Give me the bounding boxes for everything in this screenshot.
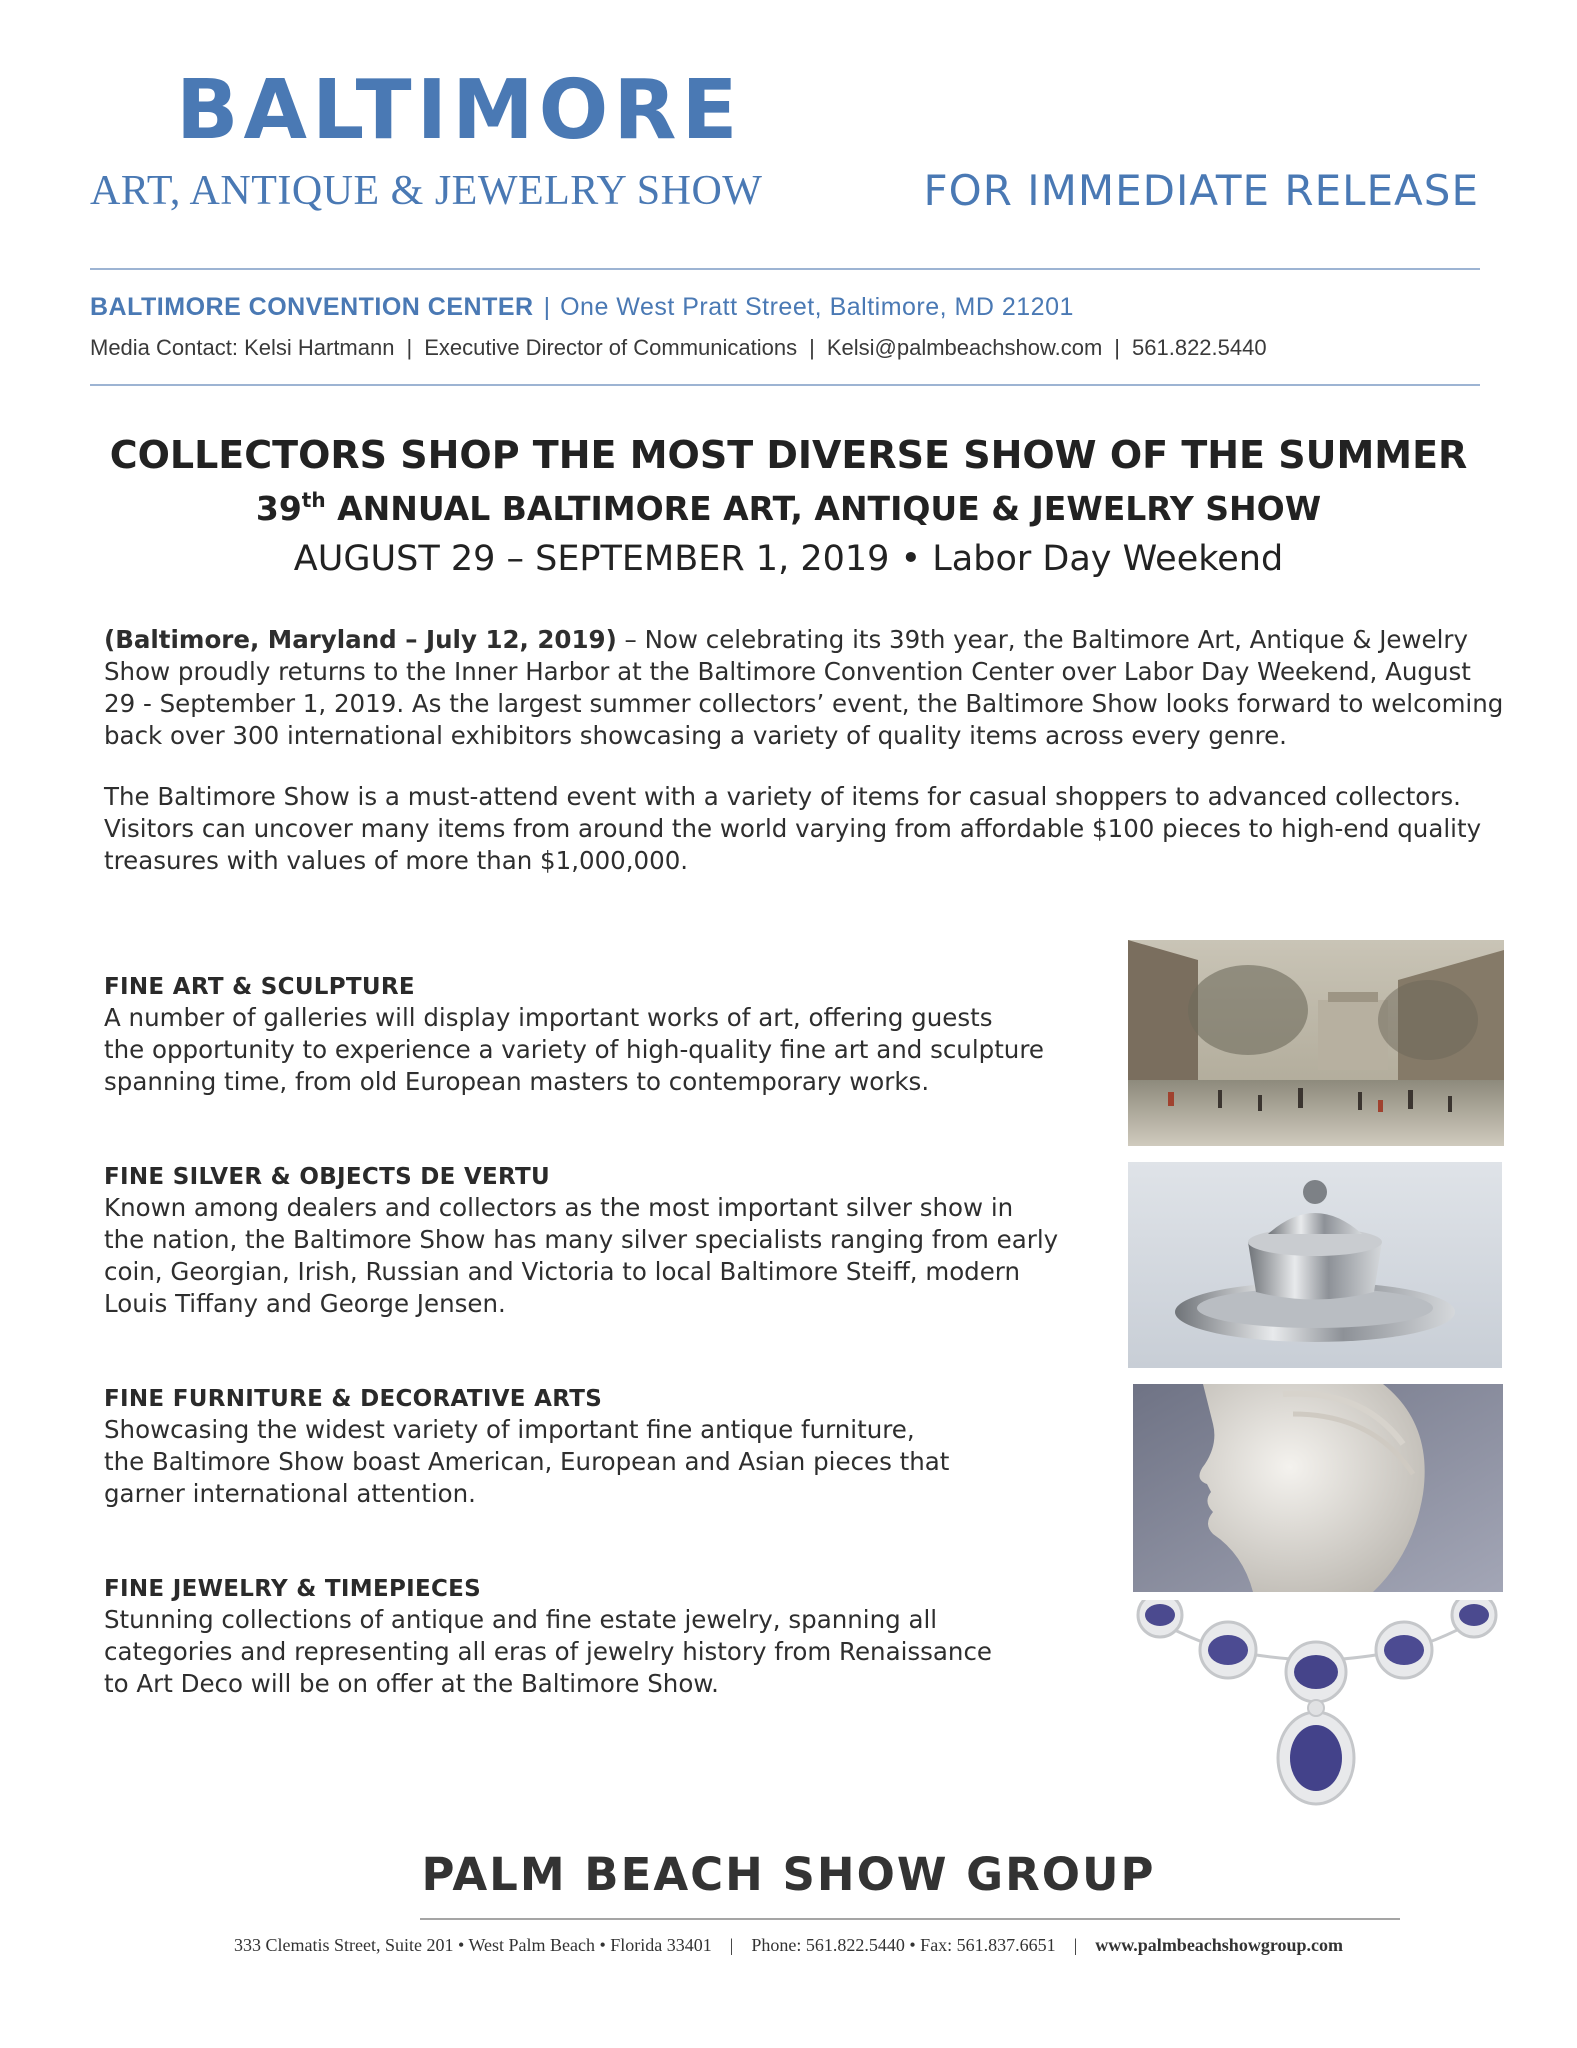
section-title: FINE SILVER & OBJECTS DE VERTU bbox=[104, 1164, 550, 1190]
section-fine-jewelry bbox=[104, 1574, 1084, 1700]
section-line: the nation, the Baltimore Show has many silver specialists ranging from early bbox=[104, 1225, 1059, 1254]
main-headline: COLLECTORS SHOP THE MOST DIVERSE SHOW OF THE SUMMER bbox=[109, 433, 1468, 477]
header-divider-bottom bbox=[90, 384, 1480, 386]
footer-address: 333 Clematis Street, Suite 201 • West Palm Beach • Florida 33401 bbox=[233, 1935, 712, 1955]
venue-line bbox=[90, 295, 1074, 320]
contact-line bbox=[90, 337, 1267, 359]
media-contact: Media Contact: Kelsi Hartmann bbox=[90, 335, 395, 360]
section-line: Louis Tiffany and George Jensen. bbox=[104, 1289, 506, 1318]
brand-title: BALTIMORE bbox=[176, 63, 743, 158]
contact-separator: | bbox=[1114, 335, 1121, 360]
section-line: Known among dealers and collectors as the most important silver show in bbox=[104, 1193, 1014, 1222]
footer-phone-fax: Phone: 561.822.5440 • Fax: 561.837.6651 bbox=[751, 1935, 1056, 1955]
contact-phone: 561.822.5440 bbox=[1132, 335, 1267, 360]
brand-subtitle: ART, ANTIQUE & JEWELRY SHOW bbox=[90, 168, 763, 214]
contact-separator: | bbox=[406, 335, 413, 360]
footer-company: PALM BEACH SHOW GROUP bbox=[421, 1848, 1156, 1901]
section-line: the Baltimore Show boast American, European and Asian pieces that bbox=[104, 1447, 950, 1476]
contact-email[interactable]: Kelsi@palmbeachshow.com bbox=[826, 335, 1103, 360]
second-paragraph: The Baltimore Show is a must-attend event with a variety of items for casual shoppers to advanced collectors. Visitors can uncover many items from around the world varying from affordable $100 pieces to high-end quality treasures with values of more than $1,000,000. bbox=[104, 782, 1482, 875]
section-line: to Art Deco will be on offer at the Baltimore Show. bbox=[104, 1669, 719, 1698]
footer-divider bbox=[420, 1918, 1400, 1920]
venue-address: One West Pratt Street, Baltimore, MD 21201 bbox=[560, 293, 1074, 321]
venue-separator: | bbox=[543, 293, 551, 321]
footer-separator: | bbox=[729, 1935, 734, 1955]
footer-website[interactable]: www.palmbeachshowgroup.com bbox=[1095, 1935, 1343, 1955]
section-fine-art bbox=[104, 972, 1084, 1098]
dateline: (Baltimore, Maryland – July 12, 2019) bbox=[104, 625, 617, 654]
annual-headline bbox=[0, 488, 1577, 528]
intro-paragraph bbox=[104, 624, 1504, 752]
venue-name: BALTIMORE CONVENTION CENTER bbox=[90, 293, 534, 321]
section-line: the opportunity to experience a variety of high-quality fine art and sculpture bbox=[104, 1035, 1044, 1064]
section-line: garner international attention. bbox=[104, 1479, 476, 1508]
annual-suffix: th bbox=[301, 488, 326, 512]
event-dates: AUGUST 29 – SEPTEMBER 1, 2019 • Labor Day Weekend bbox=[293, 539, 1284, 579]
contact-title: Executive Director of Communications bbox=[424, 335, 798, 360]
marble-bust-image bbox=[1133, 1384, 1503, 1592]
section-title: FINE JEWELRY & TIMEPIECES bbox=[104, 1576, 482, 1602]
footer-info bbox=[0, 1936, 1577, 1954]
contact-separator: | bbox=[809, 335, 815, 360]
section-title: FINE FURNITURE & DECORATIVE ARTS bbox=[104, 1386, 603, 1412]
painting-image bbox=[1128, 940, 1504, 1146]
section-line: spanning time, from old European masters to contemporary works. bbox=[104, 1067, 930, 1096]
intro-text: – Now celebrating its 39th year, the Baltimore Art, Antique & Jewelry Show proudly returns to the Inner Harbor at the Baltimore Convention Center over Labor Day Weekend, August 29 - September 1, 2019. As the largest summer collectors’ event, the Baltimore Show looks forward to welcoming back over 300 international exhibitors showcasing a variety of quality items across every genre. bbox=[104, 625, 1504, 750]
section-line: Showcasing the widest variety of important fine antique furniture, bbox=[104, 1415, 915, 1444]
annual-text: ANNUAL BALTIMORE ART, ANTIQUE & JEWELRY SHOW bbox=[337, 489, 1322, 528]
section-fine-silver bbox=[104, 1162, 1084, 1320]
silver-tureen-image bbox=[1128, 1162, 1502, 1368]
section-title: FINE ART & SCULPTURE bbox=[104, 974, 415, 1000]
annual-number: 39 bbox=[255, 489, 302, 528]
header-divider-top bbox=[90, 268, 1480, 270]
section-fine-furniture bbox=[104, 1384, 1084, 1510]
section-line: Stunning collections of antique and fine estate jewelry, spanning all bbox=[104, 1605, 938, 1634]
section-line: A number of galleries will display important works of art, offering guests bbox=[104, 1003, 993, 1032]
section-line: coin, Georgian, Irish, Russian and Victoria to local Baltimore Steiff, modern bbox=[104, 1257, 1020, 1286]
section-line: categories and representing all eras of jewelry history from Renaissance bbox=[104, 1637, 993, 1666]
footer-separator: | bbox=[1073, 1935, 1078, 1955]
release-label: FOR IMMEDIATE RELEASE bbox=[923, 166, 1479, 215]
sapphire-necklace-image bbox=[1128, 1600, 1504, 1812]
